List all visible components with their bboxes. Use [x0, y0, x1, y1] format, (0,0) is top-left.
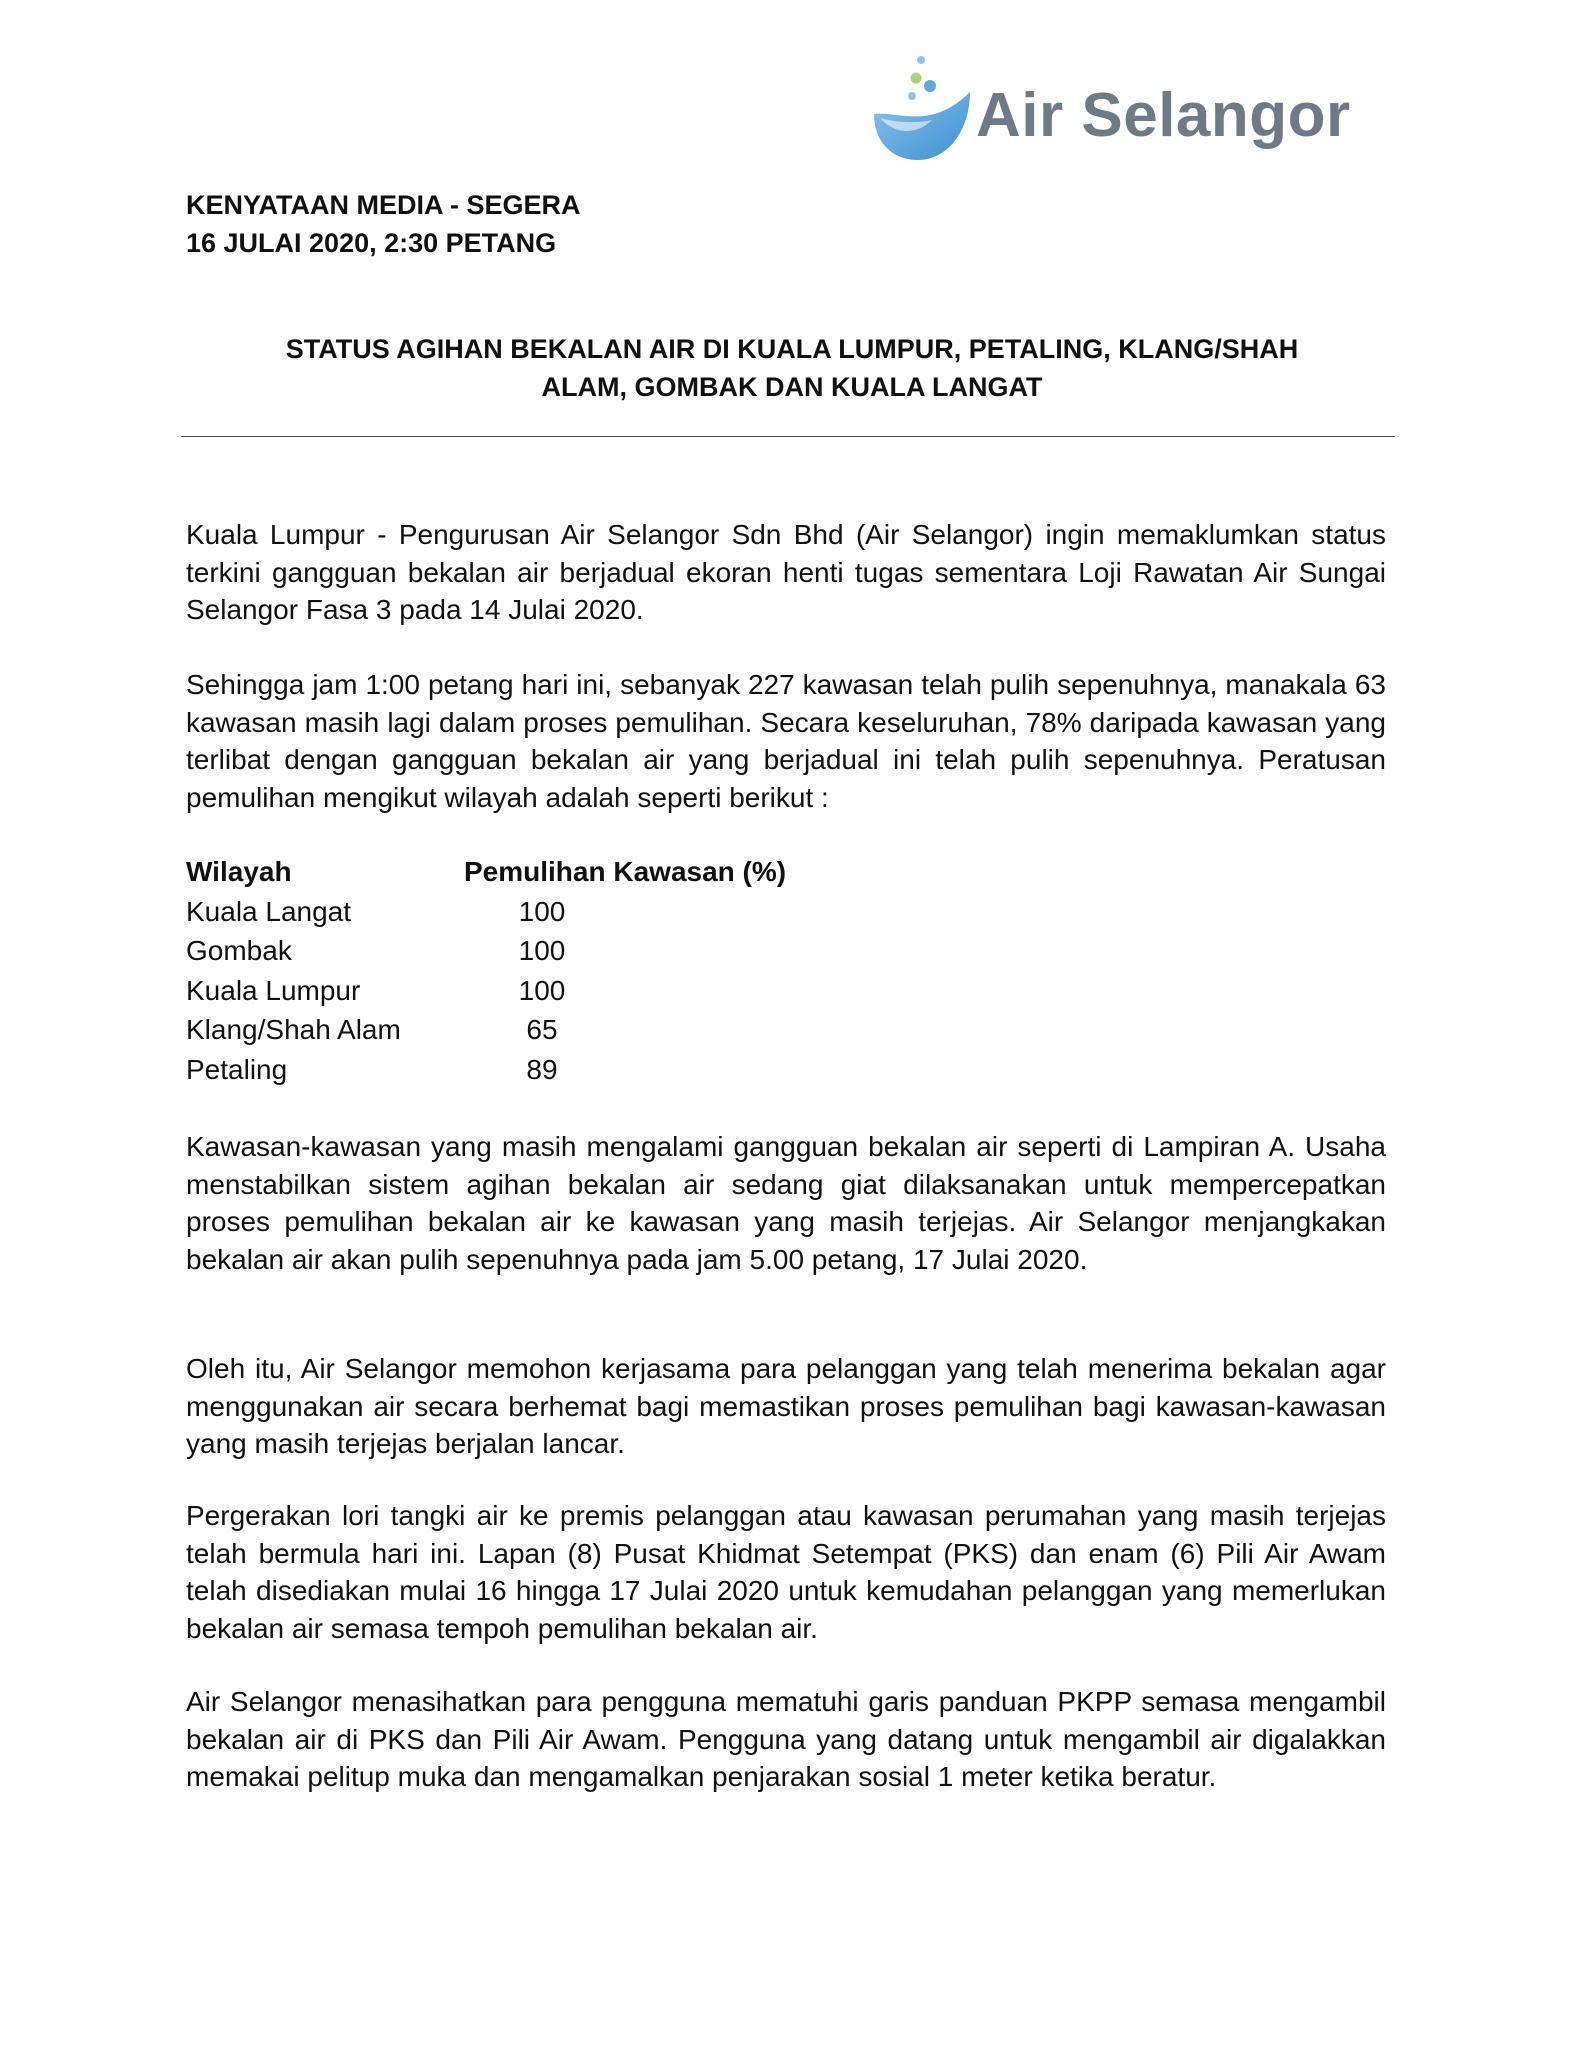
- recovery-percent: 100: [518, 895, 566, 927]
- title-divider: [181, 436, 1395, 437]
- recovery-percent: 65: [526, 1014, 558, 1045]
- release-date: 16 JULAI 2020, 2:30 PETANG: [186, 228, 557, 258]
- region-name: Klang/Shah Alam: [186, 1014, 401, 1045]
- paragraph-status: Sehingga jam 1:00 petang hari ini, sebanyak 227 kawasan telah pulih sepenuhnya, manakala 63 kawasan masih lagi dalam proses pemulihan. Secara keseluruhan, 78% daripada kawasan yang terlibat dengan gangguan bekalan air yang berjadual ini telah pulih sepenuhnya. Peratusan pemulihan mengikut wilayah adalah seperti berikut :: [186, 669, 1386, 813]
- logo-wordmark: Air Selangor: [976, 81, 1351, 150]
- paragraph-affected-areas: Kawasan-kawasan yang masih mengalami gangguan bekalan air seperti di Lampiran A. Usaha menstabilkan sistem agihan bekalan air sedang giat dilaksanakan untuk mempercepatkan proses pemulihan bekalan air ke kawasan yang masih terjejas. Air Selangor menjangkakan bekalan air akan pulih sepenuhnya pada jam 5.00 petang, 17 Julai 2020.: [186, 1131, 1386, 1275]
- column-header-recovery: Pemulihan Kawasan (%): [464, 856, 787, 887]
- paragraph-guidelines: Air Selangor menasihatkan para pengguna mematuhi garis panduan PKPP semasa mengambil bekalan air di PKS dan Pili Air Awam. Pengguna yang datang untuk mengambil air digalakkan memakai pelitup muka dan mengamalkan penjarakan sosial 1 meter ketika beratur.: [186, 1686, 1386, 1792]
- water-drop-icon: [866, 52, 986, 172]
- press-header: [186, 186, 581, 262]
- recovery-percent: 100: [518, 974, 566, 1006]
- column-header-region: Wilayah: [186, 856, 292, 887]
- document-title: [186, 330, 1398, 406]
- title-line-1: STATUS AGIHAN BEKALAN AIR DI KUALA LUMPUR, PETALING, KLANG/SHAH: [285, 334, 1299, 364]
- region-name: Kuala Lumpur: [186, 974, 361, 1006]
- air-selangor-logo: [866, 52, 1386, 172]
- paragraph-cooperation: Oleh itu, Air Selangor memohon kerjasama para pelanggan yang telah menerima bekalan agar menggunakan air secara berhemat bagi memastikan proses pemulihan bagi kawasan-kawasan yang masih terjejas berjalan lancar.: [186, 1353, 1386, 1459]
- release-type: KENYATAAN MEDIA - SEGERA: [186, 190, 581, 220]
- recovery-percent: 89: [526, 1053, 558, 1085]
- recovery-percent: 100: [518, 935, 566, 966]
- region-name: Gombak: [186, 935, 292, 966]
- paragraph-intro: Kuala Lumpur - Pengurusan Air Selangor Sdn Bhd (Air Selangor) ingin memaklumkan status terkini gangguan bekalan air berjadual ekoran henti tugas sementara Loji Rawatan Air Sungai Selangor Fasa 3 pada 14 Julai 2020.: [186, 519, 1386, 625]
- region-name: Petaling: [186, 1053, 288, 1085]
- title-line-2: ALAM, GOMBAK DAN KUALA LANGAT: [541, 372, 1043, 402]
- region-name: Kuala Langat: [186, 895, 352, 927]
- paragraph-water-tankers: Pergerakan lori tangki air ke premis pelanggan atau kawasan perumahan yang masih terjejas telah bermula hari ini. Lapan (8) Pusat Khidmat Setempat (PKS) dan enam (6) Pili Air Awam telah disediakan mulai 16 hingga 17 Julai 2020 untuk kemudahan pelanggan yang memerlukan bekalan air semasa tempoh pemulihan bekalan air.: [186, 1500, 1386, 1644]
